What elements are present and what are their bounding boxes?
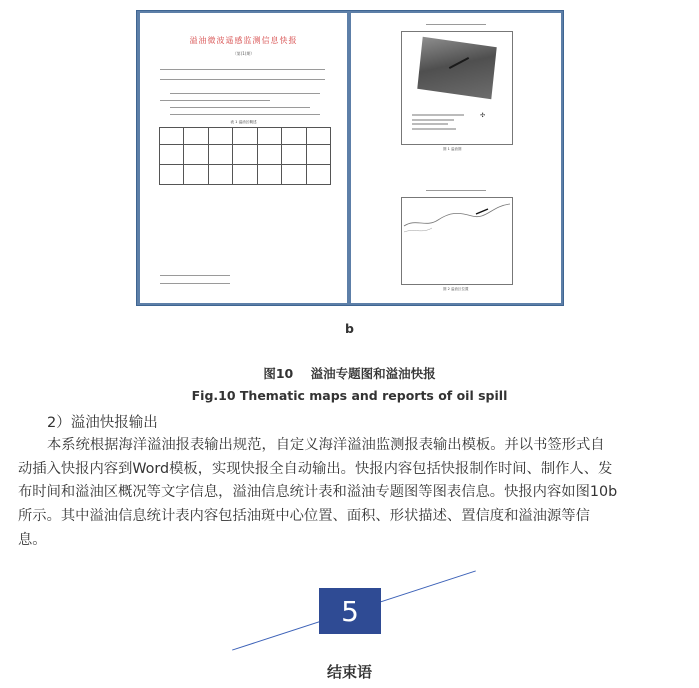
header-rule xyxy=(160,79,325,80)
report-page-left xyxy=(140,13,347,303)
figure-caption-zh: 图10 溢油专题图和溢油快报 xyxy=(263,366,436,381)
paragraph-line: 动插入快报内容到Word模板，实现快报全自动输出。快报内容包括快报制作时间、制作人、发 xyxy=(18,460,613,477)
footer-line xyxy=(160,283,230,284)
paragraph-line: 布时间和溢油区概况等文字信息，溢油信息统计表和溢油专题图等图表信息。快报内容如图10b xyxy=(18,484,618,501)
figure-label: b xyxy=(345,321,354,336)
satellite-map xyxy=(401,31,513,145)
paragraph-line: 本系统根据海洋溢油报表输出规范，自定义海洋溢油监测报表输出模板。并以书签形式自 xyxy=(47,437,605,453)
report-issue: （第(1)期） xyxy=(232,51,255,56)
paragraph-line: 所示。其中溢油信息统计表内容包括油斑中心位置、面积、形状描述、置信度和溢油源等信 xyxy=(18,508,590,525)
coastline-graphic xyxy=(402,198,512,284)
section-title: 结束语 xyxy=(326,663,372,681)
header-rule xyxy=(160,69,325,70)
report-title: 溢油微波遥感监测信息快报 xyxy=(189,36,298,45)
body-paragraph xyxy=(18,434,684,553)
text-line xyxy=(160,100,270,101)
map2-title xyxy=(351,189,561,193)
satellite-image xyxy=(417,37,496,99)
paragraph-line: 息。 xyxy=(18,531,47,548)
report-figure xyxy=(136,10,564,306)
text-line xyxy=(170,114,320,115)
report-table-caption: 表 1 溢油区概述 xyxy=(230,120,257,124)
location-map xyxy=(401,197,513,285)
section-number-badge: 5 xyxy=(319,588,381,634)
report-page-right xyxy=(351,13,561,303)
report-table xyxy=(159,127,331,185)
map-legend xyxy=(412,114,464,132)
north-arrow-icon: ✣ xyxy=(480,112,486,119)
subsection-heading: 2）溢油快报输出 xyxy=(47,415,158,431)
figure-caption-en: Fig.10 Thematic maps and reports of oil spill xyxy=(191,388,508,403)
map2-caption: 图 2 溢油区位置 xyxy=(443,287,469,291)
map1-caption: 图 1 溢油图 xyxy=(443,147,462,151)
footer-line xyxy=(160,275,230,276)
map1-title xyxy=(351,23,561,27)
text-line xyxy=(170,93,320,94)
text-line xyxy=(170,107,310,108)
